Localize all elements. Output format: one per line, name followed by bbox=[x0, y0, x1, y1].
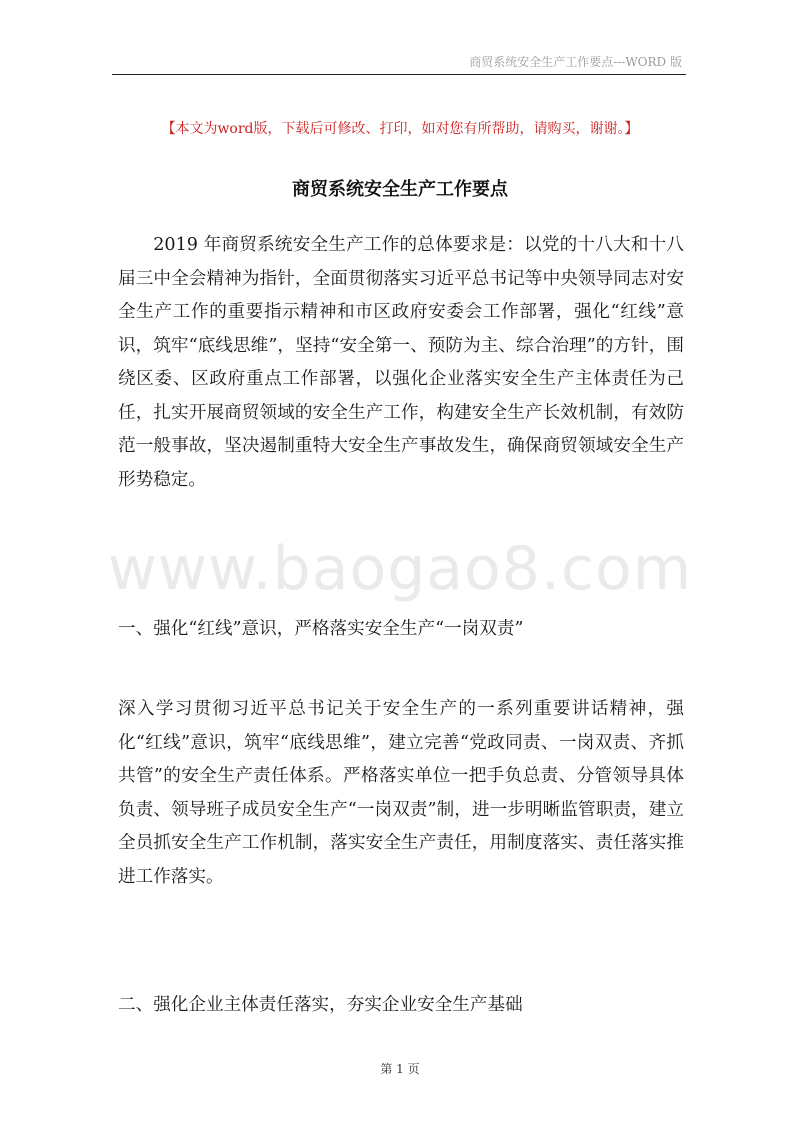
document-title: 商贸系统安全生产工作要点 bbox=[292, 179, 508, 200]
section-1-body: 深入学习贯彻习近平总书记关于安全生产的一系列重要讲话精神，强化“红线”意识，筑牢“底线思维”，建立完善“党政同责、一岗双责、齐抓共管”的安全生产责任体系。严格落实单位一把手负总责、分管领导具体负责、领导班子成员安全生产“一岗双责”制，进一步明晰监管职责，建立全员抓安全生产工作机制，落实安全生产责任，用制度落实、责任落实推进工作落实。 bbox=[118, 699, 684, 887]
section-1-heading: 一、强化“红线”意识，严格落实安全生产“一岗双责” bbox=[118, 619, 524, 639]
header-divider bbox=[112, 74, 686, 75]
page-number: 第 1 页 bbox=[380, 1062, 420, 1076]
site-watermark: www.baogao8.com bbox=[107, 534, 693, 604]
intro-paragraph: 2019 年商贸系统安全生产工作的总体要求是：以党的十八大和十八届三中全会精神为指针，全面贯彻落实习近平总书记等中央领导同志对安全生产工作的重要指示精神和市区政府安委会工作部署，强化“红线”意识，筑牢“底线思维”，坚持“安全第一、预防为主、综合治理”的方针，围绕区委、区政府重点工作部署，以强化企业落实安全生产主体责任为己任，扎实开展商贸领域的安全生产工作，构建安全生产长效机制，有效防范一般事故，坚决遏制重特大安全生产事故发生，确保商贸领域安全生产形势稳定。 bbox=[118, 235, 684, 490]
purchase-notice: 【本文为word版，下载后可修改、打印，如对您有所帮助，请购买，谢谢。】 bbox=[161, 121, 639, 137]
section-2-heading: 二、强化企业主体责任落实，夯实企业安全生产基础 bbox=[118, 995, 523, 1015]
running-header: 商贸系统安全生产工作要点---WORD 版 bbox=[469, 55, 682, 69]
